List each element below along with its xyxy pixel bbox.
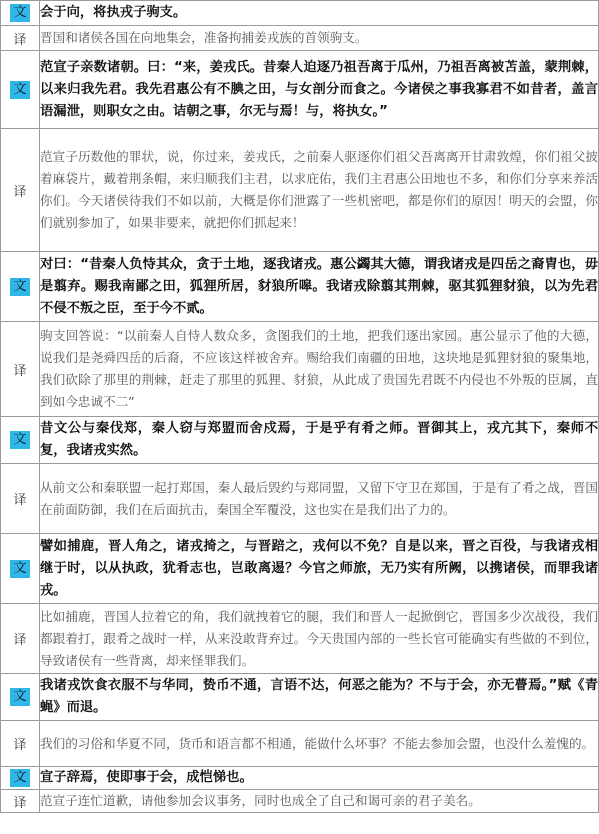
- translation-label: 译: [13, 363, 27, 379]
- translation-row: [1, 129, 599, 252]
- translation-label: 译: [13, 493, 27, 508]
- original-label: 文: [10, 688, 29, 706]
- row-label-cell: [1, 51, 40, 129]
- original-text-row: [1, 674, 599, 721]
- translation-text: 驹支回答说：“以前秦人自恃人数众多，贪图我们的土地，把我们逐出家园。惠公显示了他的大德，说我们是尧舜四岳的后裔，不应该这样被舍弃。赐给我们南疆的田地，这块地是狐狸豺狼的聚集地，我们砍除了那里的荆棘，赶走了那里的狐狸、豺狼，从此成了贵国先君既不内侵也不外叛的臣属，直到如今忠诚不二”: [40, 322, 599, 417]
- translation-row: [1, 604, 599, 674]
- row-label-cell: [1, 790, 40, 813]
- original-label: 文: [10, 81, 29, 99]
- table-body: [1, 1, 599, 813]
- translation-row: [1, 721, 599, 767]
- translation-row: [1, 26, 599, 51]
- row-label-cell: [1, 674, 40, 721]
- row-label-cell: [1, 1, 40, 26]
- translation-text: 晋国和诸侯各国在向地集会，准备拘捕姜戎族的首领驹支。: [40, 26, 599, 51]
- original-label: 文: [10, 560, 29, 578]
- original-text: 譬如捕鹿，晋人角之，诸戎掎之，与晋踣之，戎何以不免？自是以来，晋之百役，与我诸戎相继于时，以从执政，犹肴志也，岂敢离逷？今官之师旅，无乃实有所阙，以携诸侯，而罪我诸戎。: [40, 534, 599, 604]
- translation-text: 我们的习俗和华夏不同，货币和语言都不相通，能做什么坏事？不能去参加会盟，也没什么羞愧的。: [40, 721, 599, 767]
- row-label-cell: [1, 604, 40, 674]
- row-label-cell: [1, 129, 40, 252]
- original-label: 文: [10, 278, 29, 296]
- translation-row: [1, 790, 599, 813]
- original-text-row: [1, 252, 599, 322]
- row-label-cell: [1, 464, 40, 534]
- original-text-row: [1, 417, 599, 464]
- translation-text: 从前文公和秦联盟一起打郑国，秦人最后毁约与郑同盟，又留下守卫在郑国，于是有了肴之战，晋国在前面防御，我们在后面抗击，秦国全军覆没，这也实在是我们出了力的。: [40, 464, 599, 534]
- translation-label: 译: [13, 795, 27, 811]
- translation-text: 范宣子连忙道歉，请他参加会议事务，同时也成全了自己和谒可亲的君子美名。: [40, 790, 599, 813]
- row-label-cell: [1, 26, 40, 51]
- translation-label: 译: [13, 32, 27, 48]
- original-text: 会于向，将执戎子驹支。: [40, 1, 599, 26]
- original-text: 宣子辞焉，使即事于会，成恺悌也。: [40, 767, 599, 790]
- row-label-cell: [1, 322, 40, 417]
- original-text: 我诸戎饮食衣服不与华同，贽币不通，言语不达，何恶之能为？不与于会，亦无瞢焉。”赋《青蝇》而退。: [40, 674, 599, 721]
- translation-row: [1, 322, 599, 417]
- original-label: 文: [10, 431, 29, 449]
- row-label-cell: [1, 417, 40, 464]
- row-label-cell: [1, 721, 40, 767]
- translation-row: [1, 464, 599, 534]
- original-text: 范宣子亲数诸朝。曰：“来，姜戎氏。昔秦人迫逐乃祖吾离于瓜州，乃祖吾离被苫盖，蒙荆棘，以来归我先君。我先君惠公有不腆之田，与女剖分而食之。今诸侯之事我寡君不如昔者，盖言语漏泄，则职女之由。诘朝之事，尔无与焉！与，将执女。”: [40, 51, 599, 129]
- original-text-row: [1, 534, 599, 604]
- translation-text: 比如捕鹿，晋国人拉着它的角，我们就拽着它的腿，我们和晋人一起掀倒它，晋国多少次战役，我们都跟着打，跟肴之战时一样，从来没敢背弃过。今天贵国内部的一些长官可能确实有些做的不到位，导致诸侯有一些背离，却来怪罪我们。: [40, 604, 599, 674]
- original-text: 昔文公与秦伐郑，秦人窃与郑盟而舍戍焉，于是乎有肴之师。晋御其上，戎亢其下，秦师不复，我诸戎实然。: [40, 417, 599, 464]
- original-label: 文: [10, 769, 29, 787]
- translation-text: 范宣子历数他的罪状，说，你过来，姜戎氏，之前秦人驱逐你们祖父吾离离开甘肃敦煌，你们祖父披着麻袋片，戴着荆条帽，来归顺我们主君，以求庇佑，我们主君惠公田地也不多，和你们分享来养活你们。今天诸侯待我们不如以前，大概是你们泄露了一些机密吧，都是你们的原因！明天的会盟，你们就别参加了，如果非要来，就把你们抓起来！: [40, 129, 599, 252]
- row-label-cell: [1, 767, 40, 790]
- original-text-row: [1, 51, 599, 129]
- row-label-cell: [1, 252, 40, 322]
- original-label: 文: [10, 4, 29, 22]
- row-label-cell: [1, 534, 40, 604]
- translation-label: 译: [13, 738, 27, 753]
- original-text: 对曰：“昔秦人负恃其众，贪于土地，逐我诸戎。惠公蠲其大德，谓我诸戎是四岳之裔胄也，毋是翦弃。赐我南鄙之田，狐狸所居，豺狼所嗥。我诸戎除翦其荆棘，驱其狐狸豺狼，以为先君不侵不叛之臣，至于今不贰。: [40, 252, 599, 322]
- translation-label: 译: [13, 633, 27, 648]
- original-text-row: [1, 767, 599, 790]
- original-text-row: [1, 1, 599, 26]
- translation-label: 译: [13, 184, 27, 200]
